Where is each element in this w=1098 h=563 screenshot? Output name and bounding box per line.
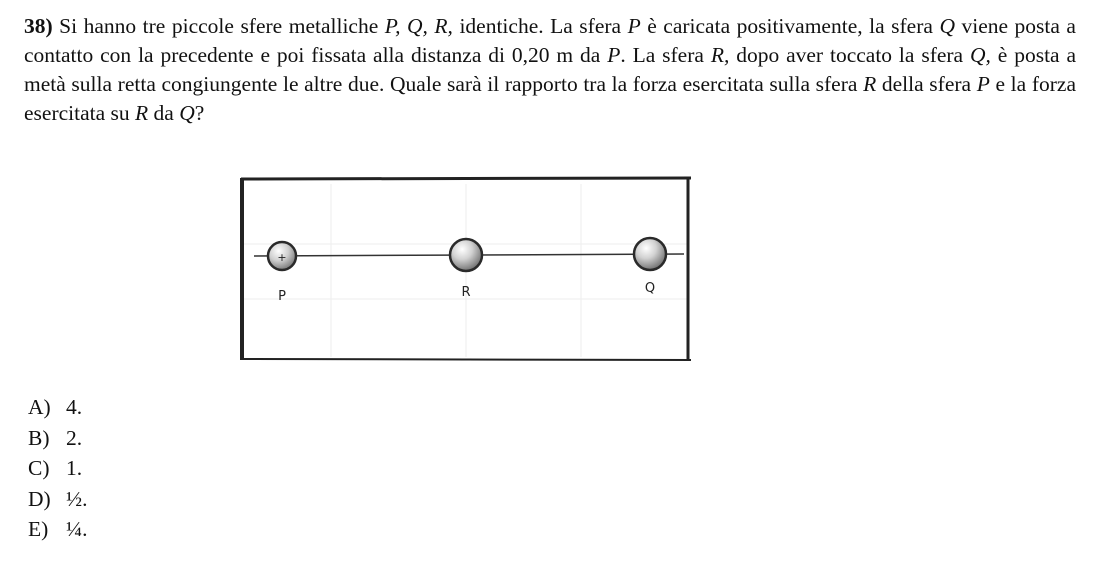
option-text: ¼. xyxy=(66,517,88,541)
question-segment: della sfera xyxy=(876,72,977,96)
sphere-q-label: Q xyxy=(644,281,656,296)
option-text: 1. xyxy=(66,456,83,480)
option-letter: A) xyxy=(28,395,51,419)
option-text: 2. xyxy=(66,425,83,450)
sphere-r-label: R xyxy=(461,285,471,300)
question-segment: ? xyxy=(194,101,205,125)
option-text: ½. xyxy=(66,486,88,511)
option-b[interactable] xyxy=(28,423,88,454)
question-segment: P xyxy=(627,14,641,38)
question-segment: R xyxy=(863,72,877,96)
question-segment: viene posta a contatto con la precedente e poi fissata alla distanza di 0,20 m da xyxy=(24,14,1076,67)
sphere-p-label: P xyxy=(278,289,286,304)
question-segment: Si hanno tre piccole sfere metalliche xyxy=(52,14,385,38)
spheres-figure xyxy=(236,174,696,364)
question-number: 38) xyxy=(24,14,53,38)
question-segment: R xyxy=(135,101,149,125)
answer-options xyxy=(28,392,88,545)
option-e[interactable] xyxy=(28,514,88,545)
question-segment: è caricata positivamente, la sfera xyxy=(640,14,940,38)
sphere-p xyxy=(268,242,296,270)
question-segment: Q xyxy=(179,101,195,125)
question-segment: Q xyxy=(939,14,955,38)
question-segment: identiche. La sfera xyxy=(452,14,628,38)
option-d[interactable] xyxy=(28,484,88,515)
sphere-r xyxy=(450,239,482,271)
charge-sign: + xyxy=(277,251,287,264)
option-text: 4. xyxy=(66,395,83,419)
option-letter: E) xyxy=(28,517,49,541)
question-segment: P xyxy=(976,72,990,96)
question-segment: P xyxy=(607,43,621,67)
question-segment: è posta a metà sulla retta congiungente le altre due. Quale sarà il rapporto tra la forza esercitata sulla sfera xyxy=(24,43,1077,96)
option-c[interactable] xyxy=(28,453,88,484)
question-segment: P, Q, R, xyxy=(384,14,453,38)
question-segment: e la forza esercitata su xyxy=(24,72,1076,125)
option-letter: B) xyxy=(28,425,50,450)
question-segment: da xyxy=(148,101,180,125)
question-segment: R, xyxy=(710,43,730,67)
sphere-q xyxy=(634,238,666,270)
question-segment: dopo aver toccato la sfera xyxy=(729,43,970,67)
option-a[interactable] xyxy=(28,392,88,423)
option-letter: C) xyxy=(28,456,50,480)
question-segment: . La sfera xyxy=(620,43,711,67)
question-segment: Q, xyxy=(970,43,991,67)
spheres-diagram xyxy=(236,174,696,364)
question-text xyxy=(24,12,1076,128)
option-letter: D) xyxy=(28,486,51,511)
